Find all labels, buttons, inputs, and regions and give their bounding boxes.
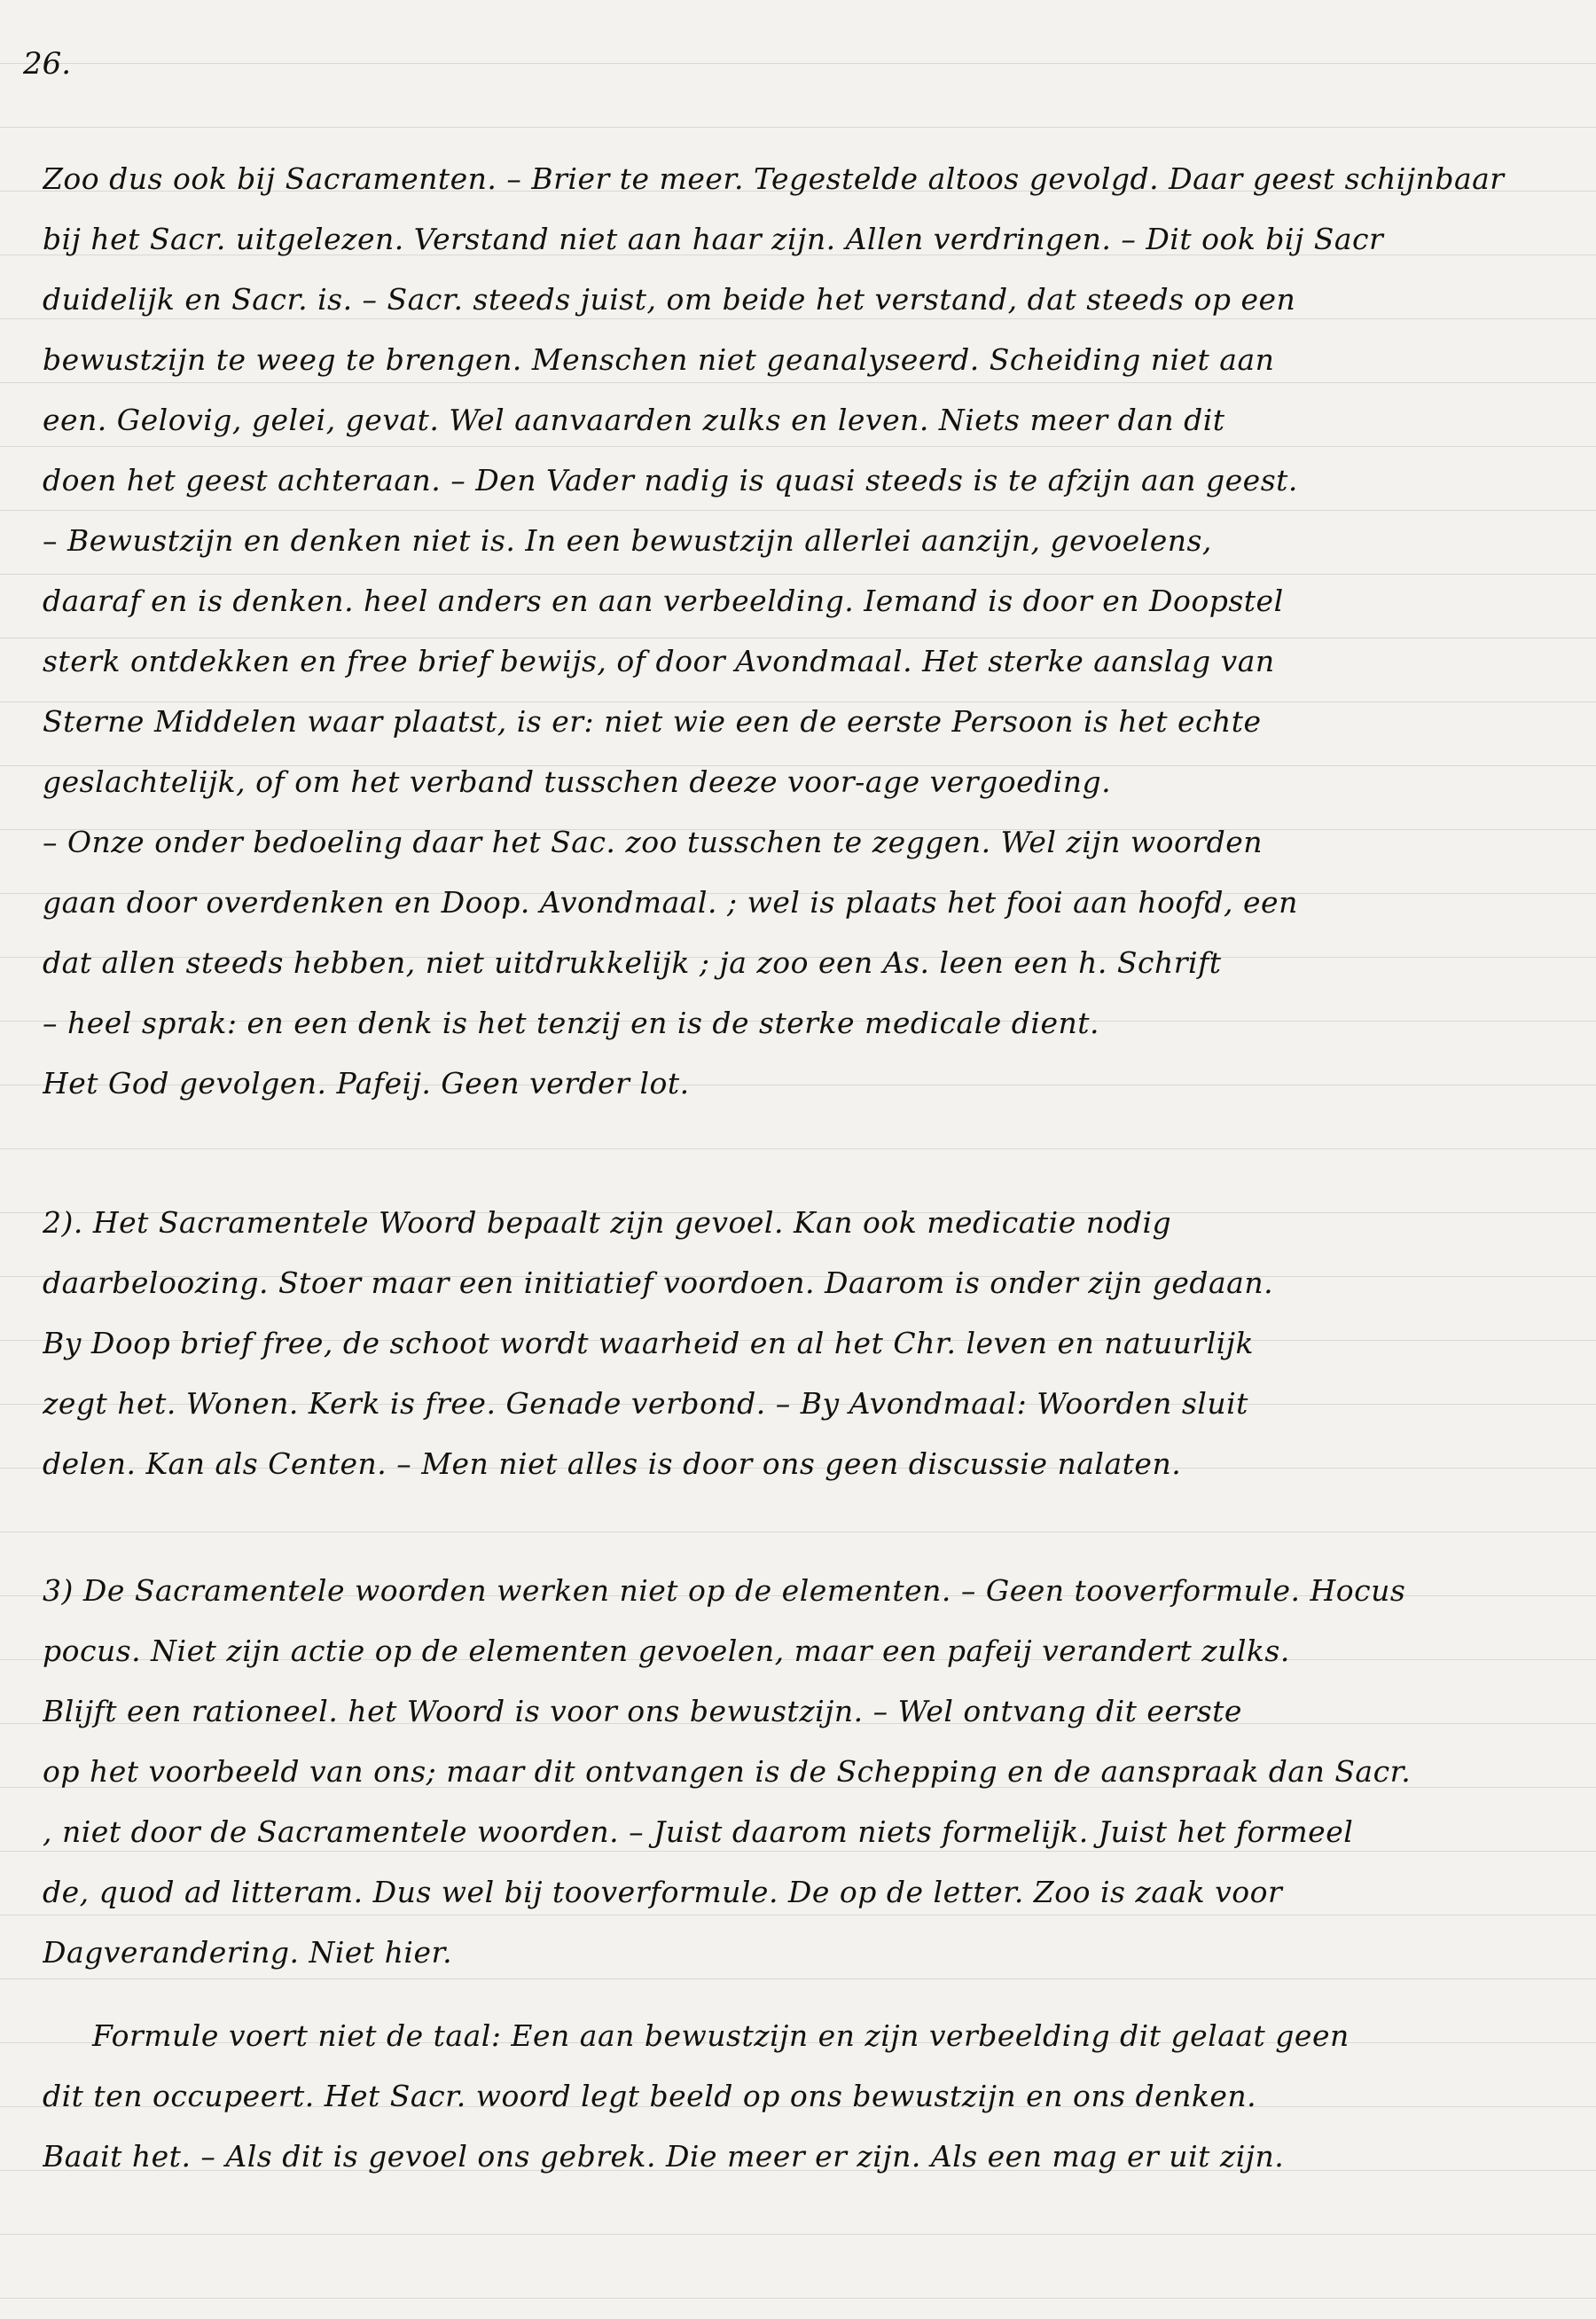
handwritten-line: Dagverandering. Niet hier. <box>43 1935 453 1970</box>
handwritten-line: Formule voert niet de taal: Een aan bewustzijn en zijn verbeelding dit gelaat geen <box>92 2018 1350 2053</box>
handwritten-line: dat allen steeds hebben, niet uitdrukkelijk ; ja zoo een As. leen een h. Schrift <box>43 945 1222 980</box>
handwritten-line: Zoo dus ook bij Sacramenten. – Brier te meer. Tegestelde altoos gevolgd. Daar geest schijnbaar <box>43 161 1505 196</box>
handwritten-line: daaraf en is denken. heel anders en aan verbeelding. Iemand is door en Doopstel <box>43 584 1284 618</box>
handwritten-line: – Onze onder bedoeling daar het Sac. zoo tusschen te zeggen. Wel zijn woorden <box>43 825 1263 859</box>
handwritten-line: Het God gevolgen. Pafeij. Geen verder lot. <box>43 1066 690 1101</box>
handwritten-line: geslachtelijk, of om het verband tusschen deeze voor-age vergoeding. <box>43 764 1112 799</box>
handwritten-line: bij het Sacr. uitgelezen. Verstand niet aan haar zijn. Allen verdringen. – Dit ook bij Sacr <box>43 222 1384 256</box>
handwritten-line: bewustzijn te weeg te brengen. Menschen niet geanalyseerd. Scheiding niet aan <box>43 342 1275 377</box>
handwritten-line: Blijft een rationeel. het Woord is voor ons bewustzijn. – Wel ontvang dit eerste <box>43 1694 1242 1728</box>
handwritten-line: een. Gelovig, gelei, gevat. Wel aanvaarden zulks en leven. Niets meer dan dit <box>43 403 1225 437</box>
handwritten-line: – Bewustzijn en denken niet is. In een bewustzijn allerlei aanzijn, gevoelens, <box>43 523 1212 558</box>
handwritten-line: dit ten occupeert. Het Sacr. woord legt beeld op ons bewustzijn en ons denken. <box>43 2079 1257 2113</box>
paragraph-2 <box>43 1193 1550 1494</box>
paragraph-3 <box>43 1561 1550 1983</box>
handwritten-line: doen het geest achteraan. – Den Vader nadig is quasi steeds is te afzijn aan geest. <box>43 463 1298 497</box>
paragraph-1 <box>43 149 1550 1114</box>
handwritten-line: Sterne Middelen waar plaatst, is er: niet wie een de eerste Persoon is het echte <box>43 704 1262 739</box>
handwritten-line: de, quod ad litteram. Dus wel bij tooverformule. De op de letter. Zoo is zaak voor <box>43 1875 1283 1909</box>
handwritten-line: zegt het. Wonen. Kerk is free. Genade verbond. – By Avondmaal: Woorden sluit <box>43 1386 1248 1421</box>
handwritten-line: duidelijk en Sacr. is. – Sacr. steeds juist, om beide het verstand, dat steeds op een <box>43 282 1296 317</box>
handwritten-line: gaan door overdenken en Doop. Avondmaal. ; wel is plaats het fooi aan hoofd, een <box>43 885 1298 920</box>
page-number: 26. <box>23 46 72 82</box>
handwritten-line: 2). Het Sacramentele Woord bepaalt zijn gevoel. Kan ook medicatie nodig <box>43 1205 1172 1240</box>
handwritten-line: op het voorbeeld van ons; maar dit ontvangen is de Schepping en de aanspraak dan Sacr. <box>43 1754 1412 1789</box>
handwritten-line: delen. Kan als Centen. – Men niet alles is door ons geen discussie nalaten. <box>43 1446 1182 1481</box>
paragraph-4 <box>43 2006 1550 2187</box>
handwritten-line: By Doop brief free, de schoot wordt waarheid en al het Chr. leven en natuurlijk <box>43 1326 1255 1360</box>
handwritten-line: Baait het. – Als dit is gevoel ons gebrek. Die meer er zijn. Als een mag er uit zijn. <box>43 2139 1285 2174</box>
handwritten-line: , niet door de Sacramentele woorden. – Juist daarom niets formelijk. Juist het formeel <box>43 1814 1354 1849</box>
handwritten-line: daarbeloozing. Stoer maar een initiatief voordoen. Daarom is onder zijn gedaan. <box>43 1265 1274 1300</box>
handwritten-line: pocus. Niet zijn actie op de elementen gevoelen, maar een pafeij verandert zulks. <box>43 1633 1290 1668</box>
handwritten-line: sterk ontdekken en free brief bewijs, of door Avondmaal. Het sterke aanslag van <box>43 644 1275 678</box>
handwritten-line: – heel sprak: en een denk is het tenzij en is de sterke medicale dient. <box>43 1006 1099 1040</box>
handwritten-line: 3) De Sacramentele woorden werken niet op de elementen. – Geen tooverformule. Hocus <box>43 1573 1406 1608</box>
